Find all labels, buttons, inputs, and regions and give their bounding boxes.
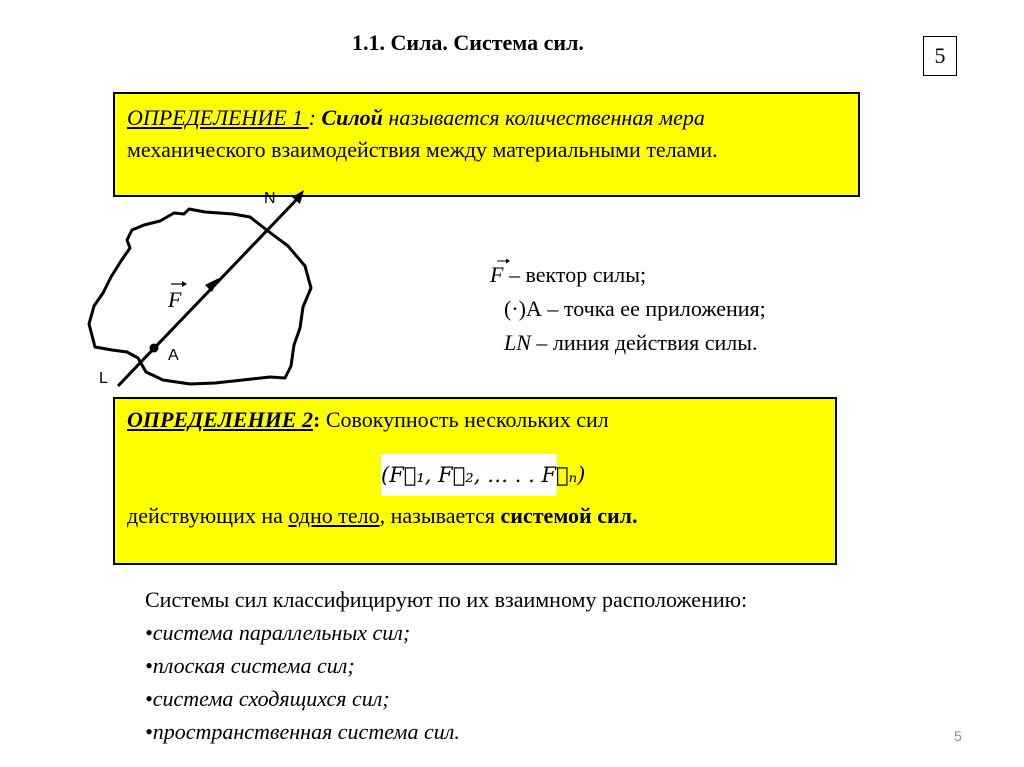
definition-1-line2: механического взаимодействия между материальными телами. <box>127 137 718 162</box>
body-outline <box>89 209 311 384</box>
force-arrowhead <box>205 278 219 292</box>
classification-intro: Системы сил классифицируют по их взаимному расположению: <box>145 587 748 612</box>
legend-line-1 <box>490 258 766 292</box>
definition-2-line2-underlined: одно тело <box>288 503 380 528</box>
legend-vector-symbol: F <box>490 262 504 287</box>
definition-2-line2-b: , называется <box>379 503 501 528</box>
slide-title: 1.1. Сила. Система сил. <box>352 30 584 55</box>
list-item: •система параллельных сил; <box>145 620 411 645</box>
definition-2-line1 <box>127 407 609 433</box>
definition-1-term: Силой <box>321 105 383 130</box>
definition-2-line2 <box>127 503 637 529</box>
list-item: •пространственная система сил. <box>145 719 460 744</box>
page-number-box: 5 <box>923 36 957 76</box>
definition-2-line2-a: действующих на <box>127 503 289 528</box>
definition-2-colon: : <box>312 407 321 432</box>
legend-line-2: (·)А – точка ее приложения; <box>504 296 766 321</box>
list-item: •плоская система сил; <box>145 653 355 678</box>
definition-2-line2-bold: системой сил. <box>500 503 638 528</box>
label-n: N <box>264 190 276 207</box>
legend <box>490 258 766 360</box>
classification-list <box>145 583 747 748</box>
definition-1-label: ОПРЕДЕЛЕНИЕ 1 <box>127 105 309 130</box>
legend-line-3-symbol: LN <box>504 330 531 355</box>
label-a: A <box>168 347 179 364</box>
force-vector-arrow-tip <box>182 281 187 287</box>
definition-2-box <box>113 397 837 565</box>
force-system-formula: (F⃗₁, F⃗₂, … . . F⃗ₙ) <box>381 454 557 496</box>
label-l: L <box>99 370 108 387</box>
legend-line-3-text: – линия действия силы. <box>530 330 758 355</box>
list-item: •система сходящихся сил; <box>145 686 390 711</box>
definition-1-text <box>127 102 847 166</box>
legend-line-1-text: – вектор силы; <box>503 262 647 287</box>
definition-2-label: ОПРЕДЕЛЕНИЕ 2 <box>127 407 313 432</box>
definition-2-text: Совокупность нескольких сил <box>320 407 609 432</box>
legend-vector-arrow-icon <box>496 256 512 266</box>
label-f: F <box>168 287 182 312</box>
legend-line-3 <box>490 326 766 360</box>
definition-1-text-italic: называется количественная мера <box>382 105 705 130</box>
footer-page-number: 5 <box>954 728 962 744</box>
point-a <box>150 344 159 353</box>
force-diagram <box>80 180 370 395</box>
definition-1-colon: : <box>308 105 322 130</box>
